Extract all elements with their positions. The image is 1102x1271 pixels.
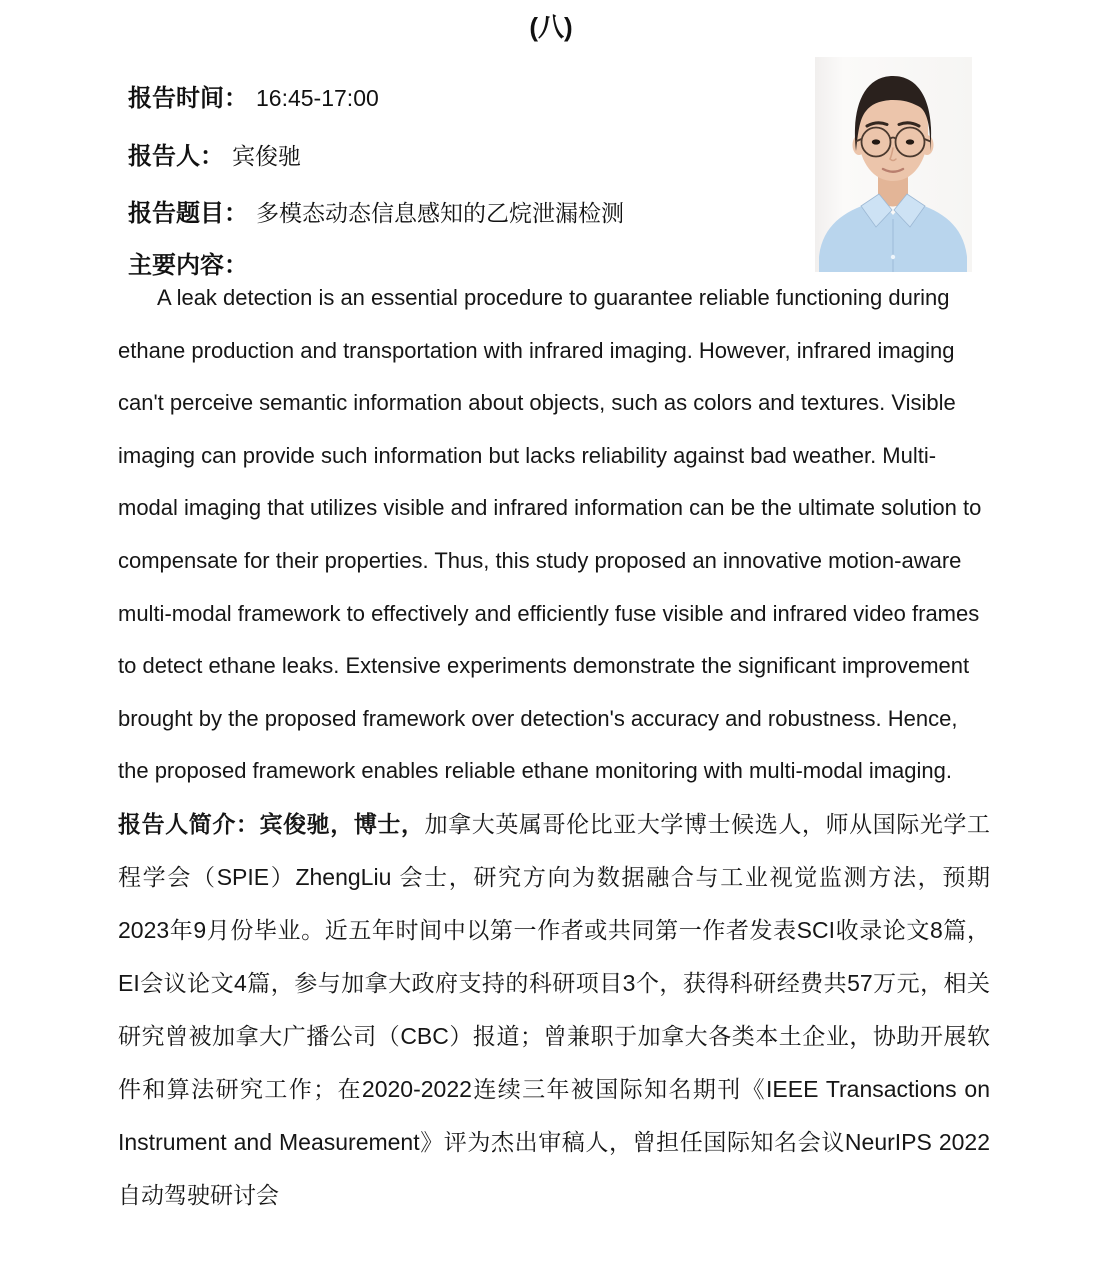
bio-speaker-name: 宾俊驰，博士， — [259, 810, 425, 837]
bio-label: 报告人简介： — [118, 810, 260, 837]
portrait-illustration — [815, 57, 972, 272]
report-title-label: 报告题目： — [128, 200, 248, 227]
body-content — [118, 272, 990, 1222]
speaker-portrait-photo — [815, 57, 972, 272]
abstract-paragraph: A leak detection is an essential procedure to guarantee reliable functioning during ethane production and transportation with infrared imaging. However, infrared imaging can't perceive semantic information about objects, such as colors and textures. Visible imaging can provide such information but lacks reliability against bad weather. Multi-modal imaging that utilizes visible and infrared information can be the ultimate solution to compensate for their properties. Thus, this study proposed an innovative motion-aware multi-modal framework to effectively and efficiently fuse visible and infrared video frames to detect ethane leaks. Extensive experiments demonstrate the significant improvement brought by the proposed framework over detection's accuracy and robustness. Hence, the proposed framework enables reliable ethane monitoring with multi-modal imaging. — [118, 285, 982, 784]
speaker-label: 报告人： — [128, 143, 224, 170]
speaker-name-value: 宾俊驰 — [232, 143, 301, 169]
main-content-label: 主要内容： — [128, 252, 248, 279]
bio-text: 加拿大英属哥伦比亚大学博士候选人，师从国际光学工程学会（SPIE）ZhengLiu 会士，研究方向为数据融合与工业视觉监测方法，预期2023年9月份毕业。近五年时间中以第一作者或共同第一作者发表SCI收录论文8篇，EI会议论文4篇，参与加拿大政府支持的科研项目3个，获得科研经费共57万元，相关研究曾被加拿大广播公司（CBC）报道；曾兼职于加拿大各类本土企业，协助开展软件和算法研究工作；在2020-2022连续三年被国际知名期刊《IEEE Transactions on Instrument and Measurement》评为杰出审稿人，曾担任国际知名会议NeurIPS 2022 自动驾驶研讨会 — [118, 810, 991, 1208]
report-title-value: 多模态动态信息感知的乙烷泄漏检测 — [256, 200, 624, 226]
speaker-row — [128, 144, 301, 169]
report-time-label: 报告时间： — [128, 85, 248, 112]
speaker-bio-paragraph — [118, 798, 990, 1222]
report-time-value: 16:45-17:00 — [256, 85, 379, 111]
report-time-row — [128, 86, 379, 111]
report-title-row — [128, 201, 624, 226]
section-number-title: (八) — [529, 12, 573, 42]
